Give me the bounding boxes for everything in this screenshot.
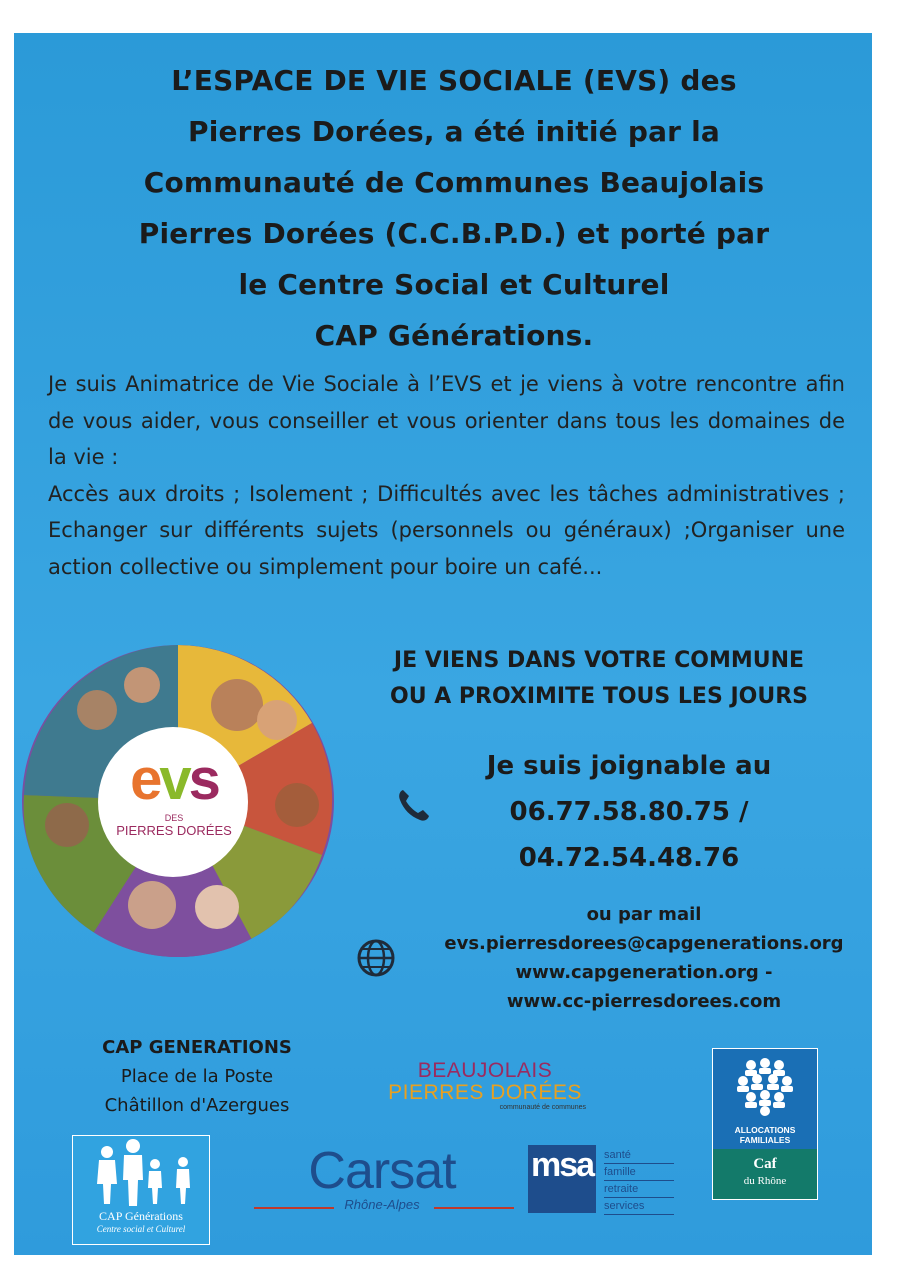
bpd-sub: communauté de communes (499, 1104, 586, 1111)
website-link-2[interactable]: www.cc-pierresdorees.com (506, 991, 782, 1012)
caf-line-1: ALLOCATIONS (734, 1125, 796, 1135)
headline-line: JE VIENS DANS VOTRE COMMUNE (393, 648, 805, 673)
capgen-sub: Centre social et Culturel (96, 1224, 186, 1234)
caf-name-box (713, 1149, 817, 1199)
carsat-region: Rhône-Alpes (344, 1197, 420, 1212)
msa-logo (528, 1145, 674, 1213)
globe-icon (356, 938, 396, 978)
msa-item: santé (604, 1147, 674, 1164)
carsat-line-right (434, 1207, 514, 1209)
phone-number-1: 06.77.58.80.75 / (509, 797, 749, 827)
email-link[interactable]: evs.pierresdorees@capgenerations.org (444, 933, 844, 954)
beaujolais-logo (376, 1060, 594, 1111)
headline-line: OU A PROXIMITE TOUS LES JOURS (390, 684, 808, 709)
mail-label: ou par mail (586, 904, 702, 925)
family-icon (73, 1136, 209, 1210)
title-line: CAP Générations. (314, 319, 594, 352)
phone-number-2: 04.72.54.48.76 (518, 843, 740, 873)
caf-region: du Rhône (743, 1175, 787, 1187)
caf-name: Caf (753, 1156, 777, 1172)
evs-name: PIERRES DORÉES (116, 823, 232, 838)
address-org: CAP GENERATIONS (102, 1037, 292, 1058)
caf-label (713, 1125, 817, 1145)
intro-text (48, 366, 845, 585)
evs-letter-s: s (188, 747, 218, 812)
msa-list (604, 1147, 674, 1215)
msa-letters: msa (530, 1146, 594, 1184)
bpd-line-2: PIERRES DORÉES (388, 1081, 582, 1104)
evs-wordmark (118, 747, 230, 812)
intro-paragraph-2: Accès aux droits ; Isolement ; Difficultés avec les tâches administratives ; Echanger sur différents sujets (personnels ou généraux) ;Organiser une action collective ou simplement pour boire un café... (48, 481, 845, 579)
evs-logo (116, 747, 232, 838)
address (62, 1033, 332, 1120)
phone-block (434, 743, 824, 881)
evs-letter-e: e (130, 747, 160, 812)
caf-line-2: FAMILIALES (739, 1135, 791, 1145)
website-link-1[interactable]: www.capgeneration.org - (515, 962, 773, 983)
caf-logo (712, 1048, 818, 1200)
title-line: L’ESPACE DE VIE SOCIALE (EVS) des (171, 64, 737, 97)
carsat-logo (242, 1143, 522, 1212)
evs-letter-v: v (159, 747, 189, 812)
msa-item: services (604, 1198, 674, 1215)
address-line-2: Châtillon d'Azergues (104, 1095, 290, 1116)
cap-generations-logo (72, 1135, 210, 1245)
caf-crowd-icon (731, 1057, 799, 1121)
title-line: Pierres Dorées, a été initié par la (187, 115, 721, 148)
intro-paragraph-1: Je suis Animatrice de Vie Sociale à l’EVS et je viens à votre rencontre afin de vous aider, vous conseiller et vous orienter dans tous les domaines de la vie : (48, 372, 845, 469)
bpd-line-1: BEAUJOLAIS (417, 1059, 553, 1082)
reach-label: Je suis joignable au (486, 751, 772, 781)
headline (344, 643, 854, 715)
title-line: Communauté de Communes Beaujolais (143, 166, 765, 199)
carsat-name: Carsat (308, 1142, 456, 1200)
evs-des: DES (164, 813, 184, 823)
msa-item: retraite (604, 1181, 674, 1198)
mail-block (394, 900, 894, 1016)
flyer (14, 33, 872, 1255)
phone-icon (394, 785, 434, 825)
capgen-name: CAP Générations (99, 1209, 183, 1223)
title-line: Pierres Dorées (C.C.B.P.D.) et porté par (138, 217, 770, 250)
title-line: le Centre Social et Culturel (238, 268, 670, 301)
page-title (74, 55, 834, 361)
address-line-1: Place de la Poste (120, 1066, 274, 1087)
msa-item: famille (604, 1164, 674, 1181)
carsat-line-left (254, 1207, 334, 1209)
